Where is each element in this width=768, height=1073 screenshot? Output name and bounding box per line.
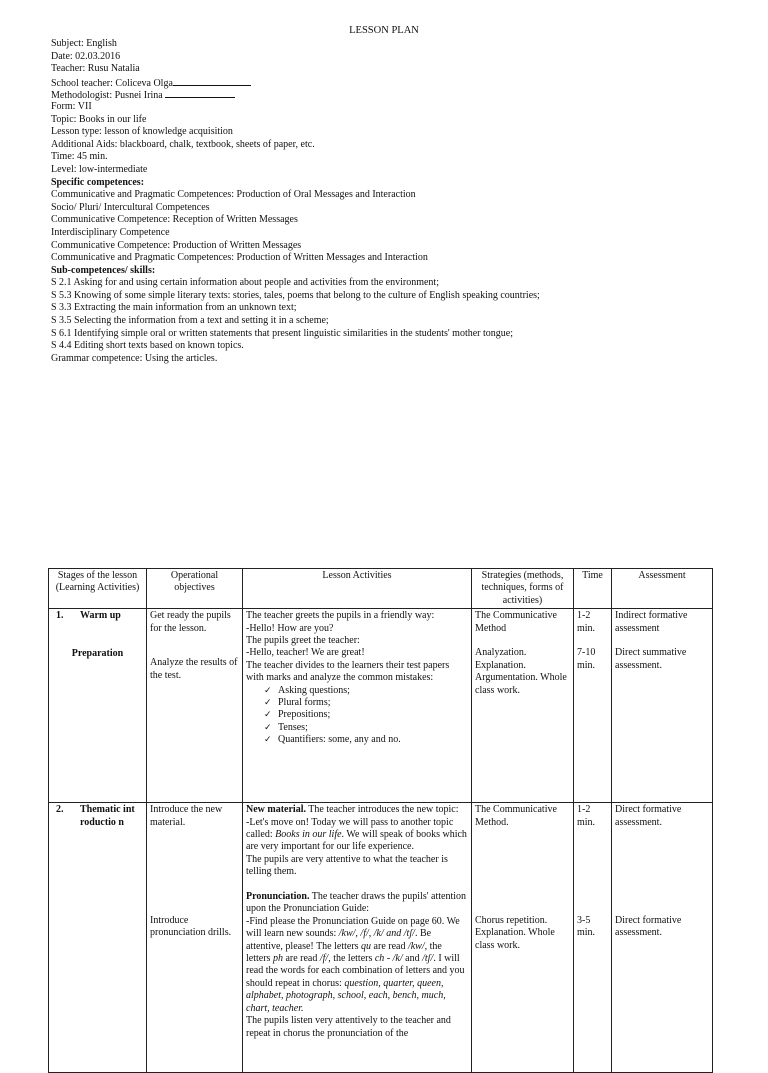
strategies-cell bbox=[472, 609, 574, 803]
underline-blank bbox=[165, 88, 235, 98]
objective-text: Introduce the new material. bbox=[150, 804, 223, 828]
activity-paragraph bbox=[246, 916, 468, 1015]
activity-text: -Find please the Pronunciation Guide on page 60. We will learn new sounds: bbox=[246, 915, 460, 940]
assessment-text: Indirect formative assessment bbox=[615, 610, 688, 634]
header-time: Time bbox=[574, 569, 612, 609]
header-stages: Stages of the lesson (Learning Activities) bbox=[49, 569, 147, 609]
assessment-cell bbox=[612, 803, 713, 1073]
assessment-text: Direct formative assessment. bbox=[615, 804, 682, 828]
sub-item: S 3.3 Extracting the main information from an unknown text; bbox=[51, 302, 297, 314]
header-activities: Lesson Activities bbox=[243, 569, 472, 609]
methodologist-line bbox=[51, 88, 731, 101]
specific-item: Communicative Competence: Production of Written Messages bbox=[51, 239, 302, 251]
activity-paragraph bbox=[246, 891, 468, 916]
list-item-text: Tenses; bbox=[278, 721, 308, 733]
stage-heading bbox=[52, 804, 143, 829]
stage-cell bbox=[49, 609, 147, 803]
activities-cell bbox=[243, 803, 472, 1073]
table-row bbox=[49, 803, 713, 1073]
list-item bbox=[264, 697, 468, 709]
objective-text: Analyze the results of the test. bbox=[150, 657, 238, 681]
header-assessment: Assessment bbox=[612, 569, 713, 609]
activity-emphasis: Books in our life bbox=[275, 829, 342, 841]
sub-item: S 5.3 Knowing of some simple literary texts: stories, tales, poems that belong to the culture of English speaking countries; bbox=[51, 289, 540, 301]
list-item-text: Prepositions; bbox=[278, 709, 331, 721]
sub-item: Grammar competence: Using the articles. bbox=[51, 352, 218, 364]
activity-text: The teacher divides to the learners their test papers with marks and analyze the common mistakes: bbox=[246, 659, 450, 684]
time-cell bbox=[574, 609, 612, 803]
activity-text: -Let's move on! Today we will pass to another topic called: bbox=[246, 816, 454, 841]
activity-text: , the letters bbox=[246, 940, 442, 965]
activity-text: and bbox=[402, 953, 423, 965]
activity-emphasis: question, quarter, queen, alphabet, photograph, school, each, bench, much, chart, teacher. bbox=[246, 977, 446, 1014]
sub-item: S 3.5 Selecting the information from a text and setting it in a scheme; bbox=[51, 315, 329, 327]
specific-item: Communicative and Pragmatic Competences: Production of Oral Messages and Interaction bbox=[51, 189, 416, 201]
activity-emphasis: /kw/, /f/, /k/ and /tʃ/ bbox=[338, 928, 415, 940]
mistakes-checklist bbox=[246, 685, 468, 747]
activity-label: New material. bbox=[246, 804, 306, 816]
strategy-text: The Communicative Method. bbox=[475, 804, 557, 828]
activity-paragraph bbox=[246, 804, 468, 816]
activity-emphasis: ch bbox=[374, 953, 385, 965]
checkmark-icon: ✓ bbox=[264, 735, 272, 746]
activity-text: . We will speak of books which are very important for our life experience. bbox=[246, 829, 467, 853]
school-teacher-line bbox=[51, 76, 731, 89]
activity-emphasis: /kw/ bbox=[407, 940, 425, 952]
stage-title: Warm up bbox=[80, 610, 121, 622]
activity-text: -Hello! How are you? bbox=[246, 622, 334, 634]
table-header-row bbox=[49, 569, 713, 609]
sub-item: S 6.1 Identifying simple oral or written statements that present linguistic similarities in the students' mother tongue; bbox=[51, 327, 514, 339]
lesson-type-line: Lesson type: lesson of knowledge acquisition bbox=[51, 126, 233, 138]
header-objectives: Operational objectives bbox=[147, 569, 243, 609]
activity-emphasis: /k/ bbox=[392, 953, 403, 965]
list-item bbox=[264, 709, 468, 721]
specific-item: Socio/ Pluri/ Intercultural Competences bbox=[51, 201, 210, 213]
strategy-text: Analyzation. Explanation. Argumentation. Whole class work. bbox=[475, 647, 567, 696]
activity-emphasis: /f/ bbox=[319, 953, 329, 965]
header-strategies: Strategies (methods, techniques, forms of activities) bbox=[472, 569, 574, 609]
school-teacher-text: School teacher: Coliceva Olga bbox=[51, 77, 173, 89]
list-item bbox=[264, 722, 468, 734]
time-cell bbox=[574, 803, 612, 1073]
stage-title: Thematic introductio n bbox=[80, 804, 135, 828]
activity-paragraph: The pupils listen very attentively to the teacher and repeat in chorus the pronunciation of the bbox=[246, 1015, 451, 1039]
activity-text: . I will read the words for each combination of letters and you should repeat in chorus: bbox=[246, 953, 465, 989]
strategy-text: The Communicative Method bbox=[475, 610, 557, 634]
list-item bbox=[264, 734, 468, 746]
checkmark-icon: ✓ bbox=[264, 698, 272, 709]
activity-text: The pupils greet the teacher: bbox=[246, 635, 360, 647]
form-line: Form: VII bbox=[51, 100, 92, 112]
checkmark-icon: ✓ bbox=[264, 710, 272, 721]
list-item-text: Quantifiers: some, any and no. bbox=[278, 734, 401, 746]
specific-heading: Specific competences: bbox=[51, 176, 145, 188]
activity-emphasis: ph bbox=[272, 953, 283, 965]
strategies-cell bbox=[472, 803, 574, 1073]
assessment-text: Direct summative assessment. bbox=[615, 647, 687, 671]
level-line: Level: low-intermediate bbox=[51, 163, 148, 175]
teacher-line: Teacher: Rusu Natalia bbox=[51, 63, 140, 75]
list-item-text: Asking questions; bbox=[278, 684, 350, 696]
methodologist-text: Methodologist: Pusnei Irina bbox=[51, 90, 163, 102]
list-item bbox=[264, 685, 468, 697]
time-text: 1-2 min. bbox=[577, 610, 596, 634]
list-item-text: Plural forms; bbox=[278, 697, 331, 709]
objective-text: Get ready the pupils for the lesson. bbox=[150, 610, 231, 634]
checkmark-icon: ✓ bbox=[264, 685, 272, 696]
activity-paragraph: The pupils are very attentive to what the teacher is telling them. bbox=[246, 853, 448, 878]
objective-text: Introduce pronunciation drills. bbox=[150, 915, 232, 939]
activity-text: -Hello, teacher! We are great! bbox=[246, 647, 365, 659]
table-row bbox=[49, 609, 713, 803]
stage-heading bbox=[52, 610, 143, 622]
activity-text: - bbox=[384, 953, 393, 965]
time-text: 3-5 min. bbox=[577, 915, 596, 939]
topic-line: Topic: Books in our life bbox=[51, 113, 147, 125]
lesson-header bbox=[51, 38, 731, 365]
time-text: 7-10 min. bbox=[577, 647, 596, 671]
activity-paragraph bbox=[246, 817, 468, 854]
objectives-cell bbox=[147, 609, 243, 803]
activity-text: are read bbox=[282, 953, 320, 965]
stage-subtitle: Preparation bbox=[71, 647, 124, 659]
sub-item: S 2.1 Asking for and using certain information about people and activities from the environment; bbox=[51, 277, 439, 289]
checkmark-icon: ✓ bbox=[264, 722, 272, 733]
specific-item: Communicative and Pragmatic Competences: Production of Written Messages and Interaction bbox=[51, 252, 428, 264]
aids-line: Additional Aids: blackboard, chalk, textbook, sheets of paper, etc. bbox=[51, 138, 315, 150]
specific-item: Interdisciplinary Competence bbox=[51, 226, 170, 238]
activity-emphasis: qu bbox=[361, 940, 372, 952]
sub-heading: Sub-competences/ skills: bbox=[51, 264, 156, 276]
activities-cell bbox=[243, 609, 472, 803]
strategy-text: Chorus repetition. Explanation. Whole class work. bbox=[475, 915, 555, 951]
date-line: Date: 02.03.2016 bbox=[51, 50, 121, 62]
activity-text: are read bbox=[371, 940, 408, 952]
activity-text: The teacher greets the pupils in a friendly way: bbox=[246, 610, 435, 622]
stage-number: 1. bbox=[56, 610, 64, 622]
sub-item: S 4.4 Editing short texts based on known topics. bbox=[51, 340, 244, 352]
stage-number: 2. bbox=[56, 804, 64, 816]
document-title: LESSON PLAN bbox=[349, 25, 419, 36]
stage-cell bbox=[49, 803, 147, 1073]
activity-text: , the letters bbox=[328, 953, 375, 965]
activity-text: The teacher draws the pupils' attention upon the Pronunciation Guide: bbox=[246, 891, 467, 915]
activity-label: Pronunciation. bbox=[246, 891, 310, 903]
assessment-cell bbox=[612, 609, 713, 803]
specific-item: Communicative Competence: Reception of Written Messages bbox=[51, 214, 298, 226]
assessment-text: Direct formative assessment. bbox=[615, 915, 682, 939]
underline-blank bbox=[173, 76, 251, 86]
activity-text: . Be attentive, please! The letters bbox=[246, 928, 432, 952]
activity-emphasis: /tʃ/ bbox=[422, 953, 434, 965]
subject-line: Subject: English bbox=[51, 38, 117, 49]
objectives-cell bbox=[147, 803, 243, 1073]
lesson-plan-table bbox=[48, 568, 713, 1073]
time-text: 1-2 min. bbox=[577, 804, 596, 828]
activity-text: The teacher introduces the new topic: bbox=[305, 804, 459, 816]
time-line: Time: 45 min. bbox=[51, 151, 108, 163]
